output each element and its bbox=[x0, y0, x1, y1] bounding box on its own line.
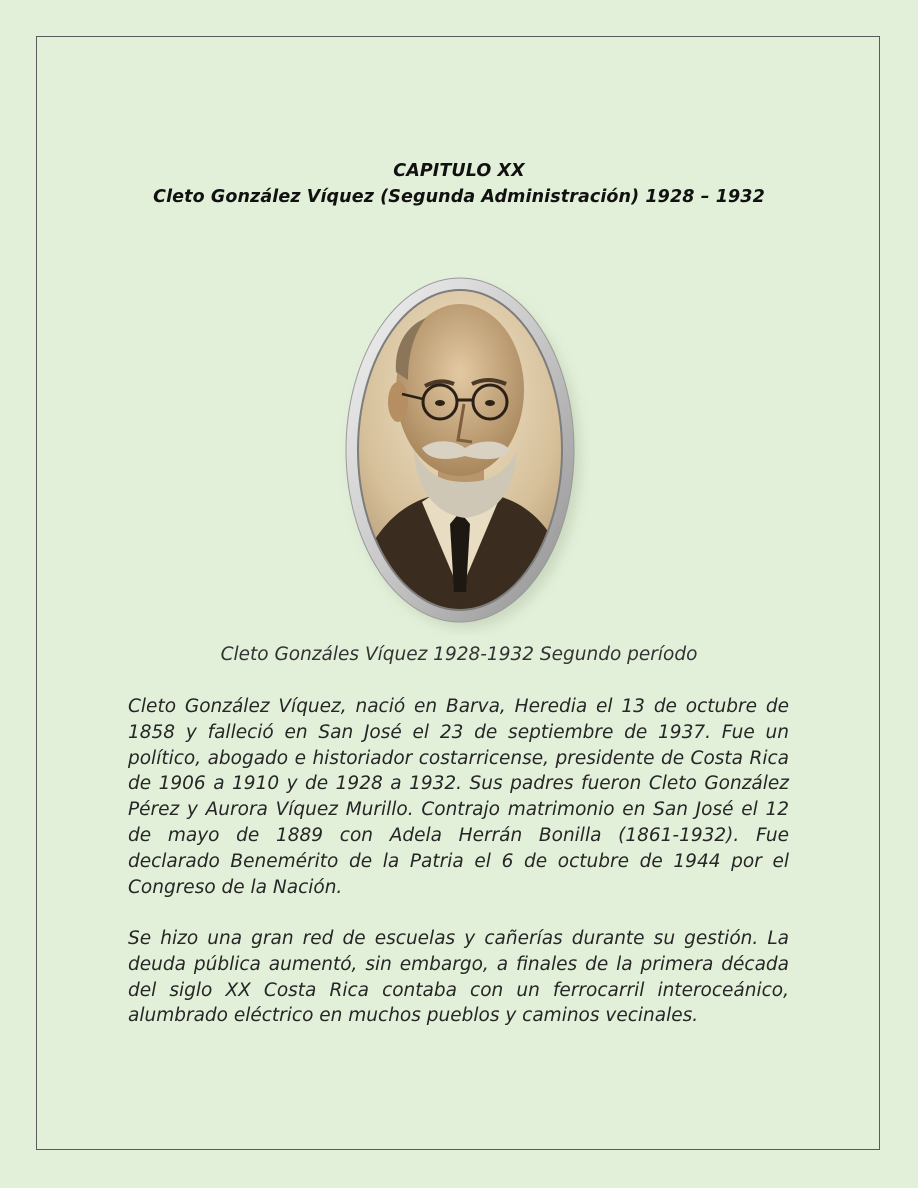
portrait-figure bbox=[330, 262, 590, 636]
chapter-number: CAPITULO XX bbox=[393, 161, 525, 181]
portrait-image bbox=[330, 262, 590, 636]
portrait-caption: Cleto Gonzáles Víquez 1928-1932 Segundo período bbox=[220, 644, 698, 665]
chapter-title: Cleto González Víquez (Segunda Administración) 1928 – 1932 bbox=[153, 187, 765, 207]
administration-paragraph: Se hizo una gran red de escuelas y cañerías durante su gestión. La deuda pública aumentó, sin embargo, a finales de la primera década del siglo XX Costa Rica contaba con un ferrocarril interoceánico, alumbrado eléctrico en muchos pueblos y caminos vecinales. bbox=[128, 928, 789, 1027]
biography-paragraph: Cleto González Víquez, nació en Barva, Heredia el 13 de octubre de 1858 y falleció en San José el 23 de septiembre de 1937. Fue un político, abogado e historiador costarricense, presidente de Costa Rica de 1906 a 1910 y de 1928 a 1932. Sus padres fueron Cleto González Pérez y Aurora Víquez Murillo. Contrajo matrimonio en San José el 12 de mayo de 1889 con Adela Herrán Bonilla (1861-1932). Fue declarado Benemérito de la Patria el 6 de octubre de 1944 por el Congreso de la Nación. bbox=[128, 696, 789, 898]
